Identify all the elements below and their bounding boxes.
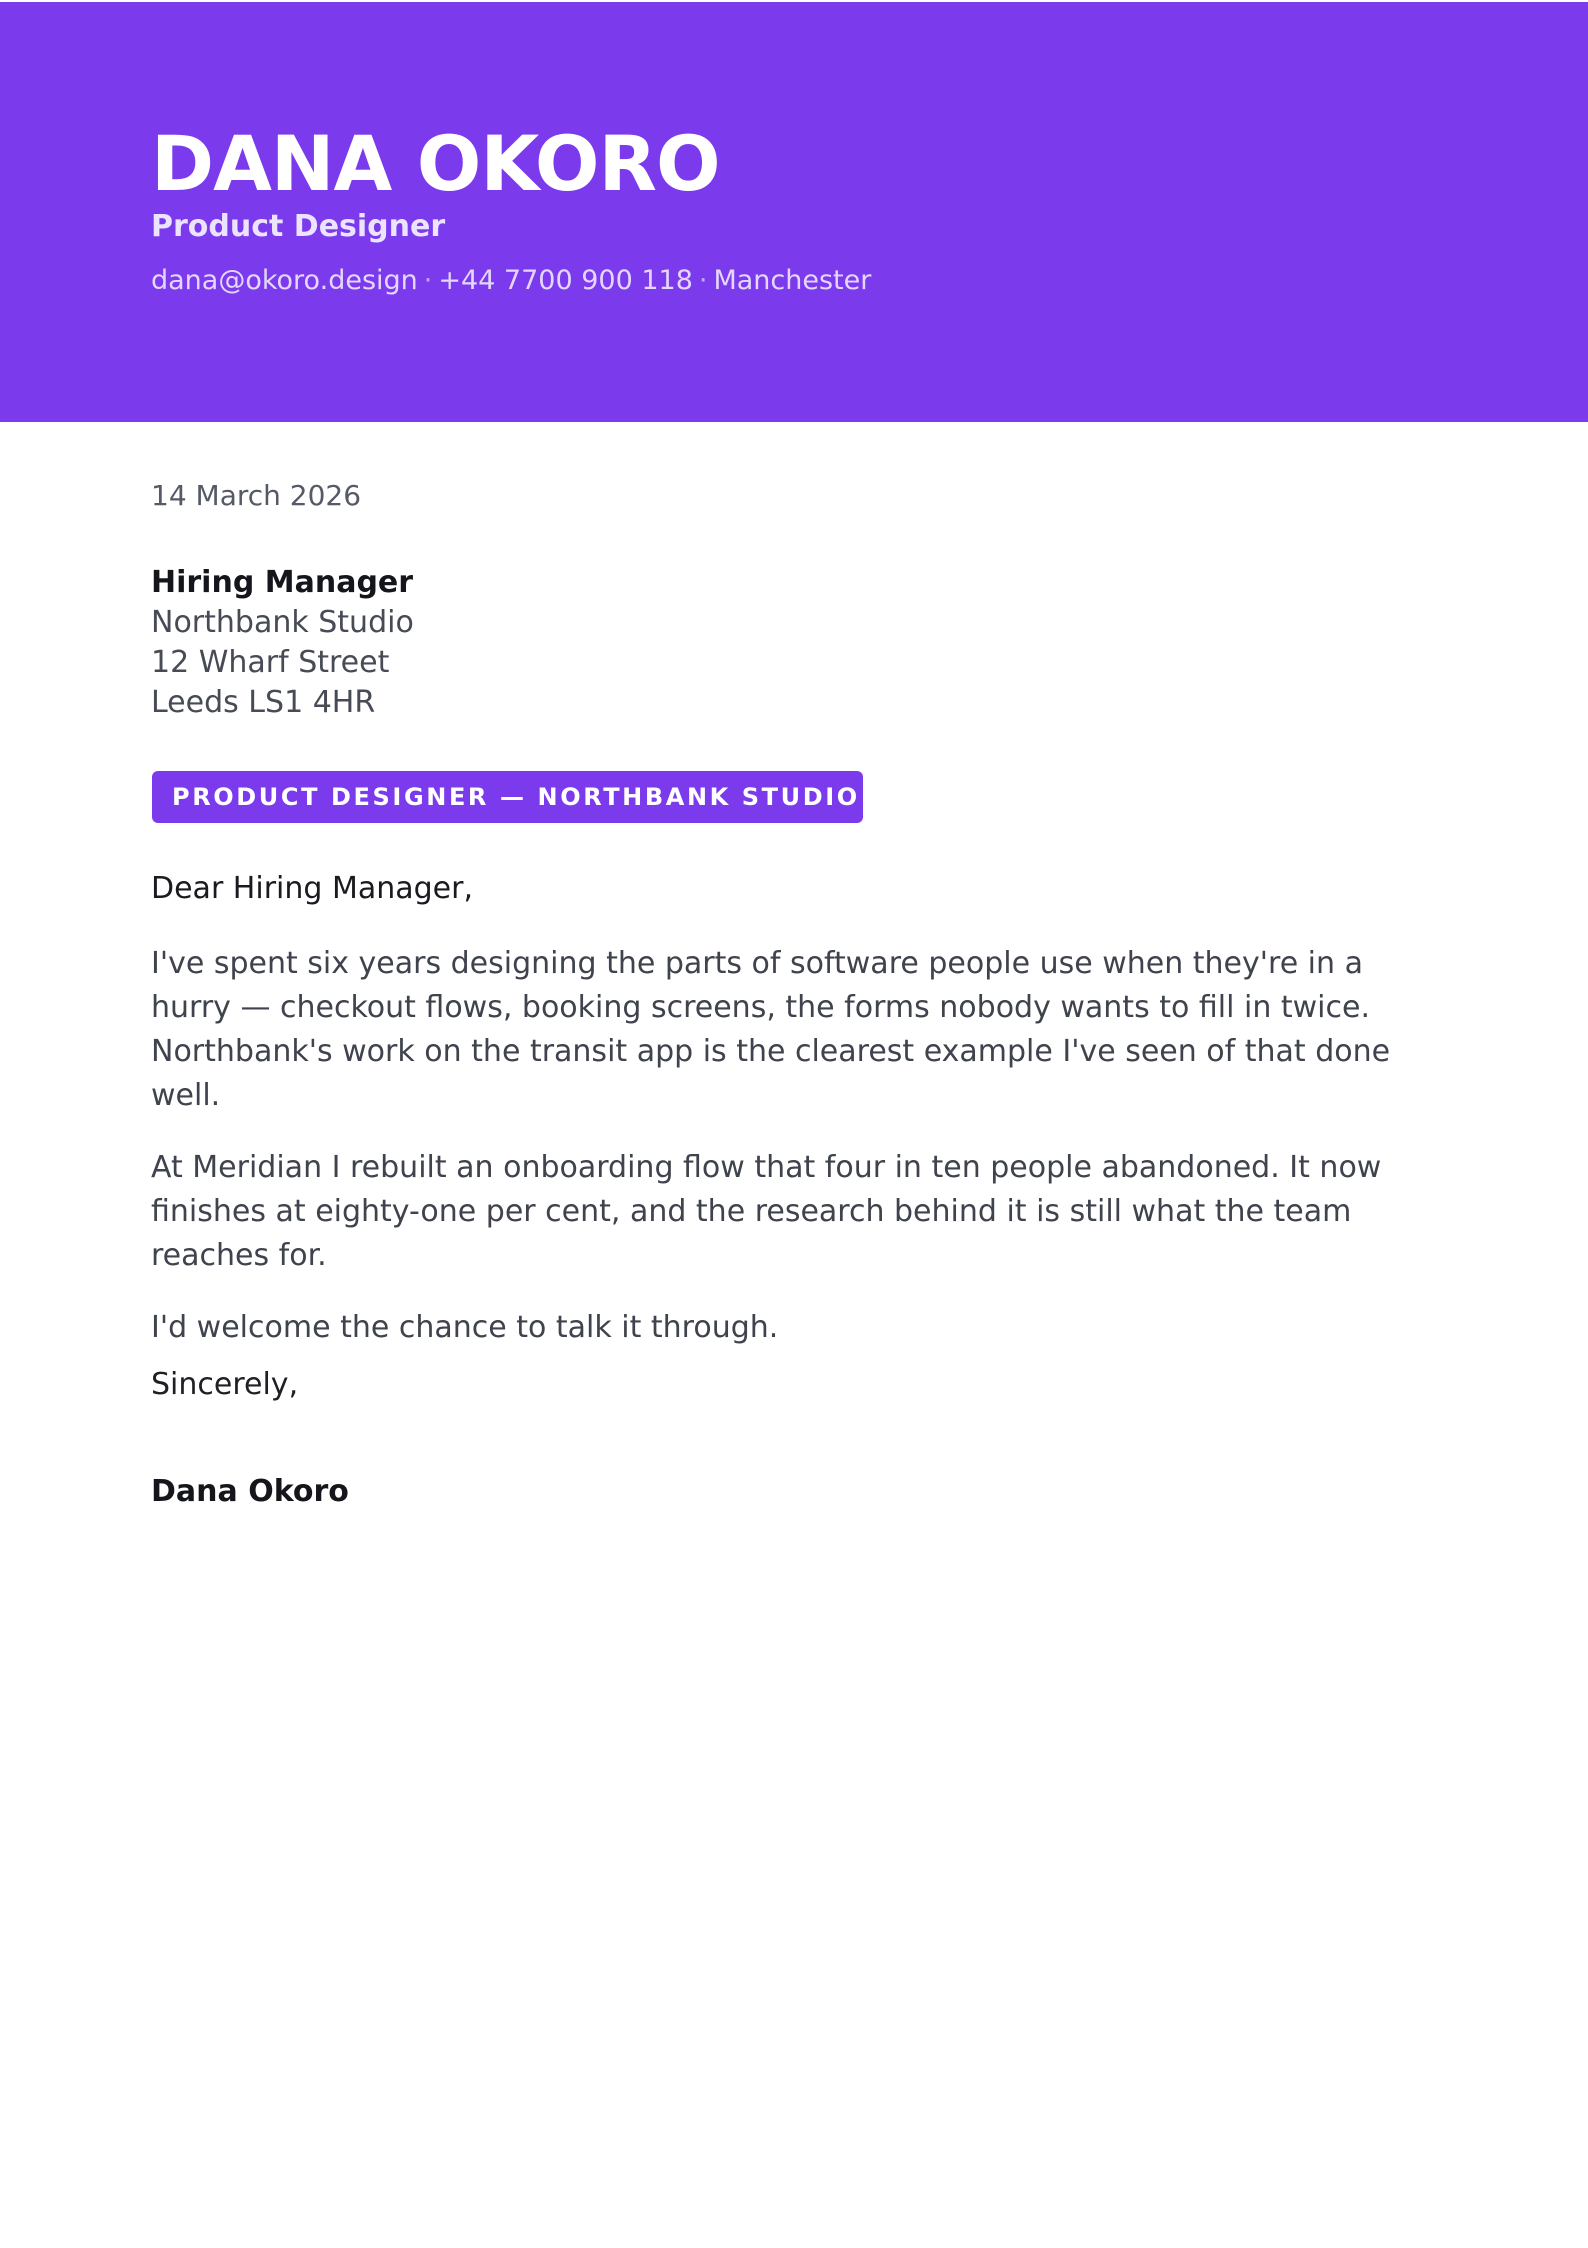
salutation: Dear Hiring Manager, bbox=[151, 871, 474, 906]
applicant-name: DANA OKORO bbox=[151, 119, 720, 208]
body-paragraph: At Meridian I rebuilt an onboarding flow that four in ten people abandoned. It now finishes at eighty-one per cent, and the research behind it is still what the team reaches for. bbox=[151, 1150, 1382, 1273]
contact-email: dana@okoro.design bbox=[151, 265, 418, 296]
closing: Sincerely, bbox=[151, 1367, 299, 1402]
subject-banner: PRODUCT DESIGNER — NORTHBANK STUDIO bbox=[152, 771, 863, 823]
contact-line bbox=[151, 264, 871, 298]
signature: Dana Okoro bbox=[151, 1474, 349, 1509]
applicant-role: Product Designer bbox=[151, 209, 446, 244]
contact-separator: · bbox=[423, 265, 433, 296]
recipient-city: Leeds LS1 4HR bbox=[151, 685, 376, 720]
recipient-name: Hiring Manager bbox=[151, 565, 414, 600]
contact-location: Manchester bbox=[713, 265, 872, 296]
contact-separator: · bbox=[698, 265, 708, 296]
recipient-company: Northbank Studio bbox=[151, 605, 414, 640]
body-paragraph: I've spent six years designing the parts of software people use when they're in a hurry — checkout flows, booking screens, the forms nobody wants to fill in twice. Northbank's work on the transit app is the clearest example I've seen of that done well. bbox=[151, 946, 1391, 1113]
letter-body bbox=[151, 942, 1451, 1378]
body-paragraph: I'd welcome the chance to talk it through. bbox=[151, 1310, 779, 1345]
recipient-street: 12 Wharf Street bbox=[151, 645, 390, 680]
contact-phone: +44 7700 900 118 bbox=[438, 265, 693, 296]
letter-date: 14 March 2026 bbox=[151, 479, 362, 512]
letter-header bbox=[0, 2, 1588, 422]
recipient-address bbox=[151, 563, 414, 723]
